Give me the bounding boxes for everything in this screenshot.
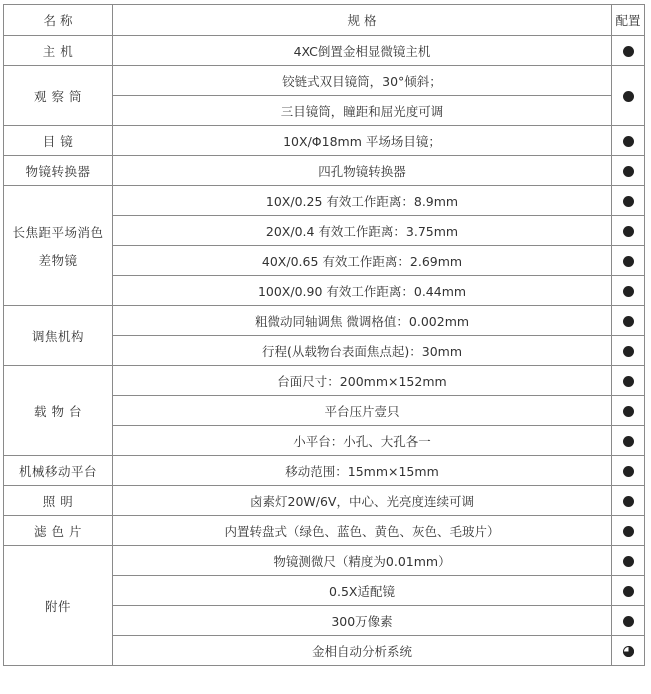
filled-circle-icon bbox=[623, 346, 634, 357]
filled-circle-icon bbox=[623, 316, 634, 327]
filled-circle-icon bbox=[623, 616, 634, 627]
table-row bbox=[4, 186, 645, 216]
row-spec: 小平台：小孔、大孔各一 bbox=[113, 426, 612, 456]
filled-circle-icon bbox=[623, 586, 634, 597]
config-cell bbox=[612, 576, 645, 606]
row-spec: 40X/0.65 有效工作距离：2.69mm bbox=[113, 246, 612, 276]
row-spec: 卤素灯20W/6V，中心、光亮度连续可调 bbox=[113, 486, 612, 516]
filled-circle-icon bbox=[623, 526, 634, 537]
row-name-eyepiece: 目 镜 bbox=[4, 126, 113, 156]
config-cell bbox=[612, 366, 645, 396]
table-row bbox=[4, 156, 645, 186]
table-row bbox=[4, 516, 645, 546]
header-spec: 规 格 bbox=[113, 5, 612, 36]
config-cell bbox=[612, 486, 645, 516]
row-name-objective bbox=[4, 186, 113, 306]
config-cell bbox=[612, 156, 645, 186]
row-spec: 粗微动同轴调焦 微调格值：0.002mm bbox=[113, 306, 612, 336]
config-cell bbox=[612, 216, 645, 246]
row-name-stage: 载 物 台 bbox=[4, 366, 113, 456]
row-spec: 10X/Φ18mm 平场场目镜； bbox=[113, 126, 612, 156]
table-row bbox=[4, 546, 645, 576]
filled-circle-icon bbox=[623, 256, 634, 267]
row-spec: 300万像素 bbox=[113, 606, 612, 636]
row-name-host: 主 机 bbox=[4, 36, 113, 66]
filled-circle-icon bbox=[623, 376, 634, 387]
filled-circle-icon bbox=[623, 91, 634, 102]
config-cell bbox=[612, 636, 645, 666]
row-name-mech-stage: 机械移动平台 bbox=[4, 456, 113, 486]
row-name-accessories: 附件 bbox=[4, 546, 113, 666]
filled-circle-icon bbox=[623, 406, 634, 417]
config-cell bbox=[612, 306, 645, 336]
config-cell bbox=[612, 336, 645, 366]
filled-circle-icon bbox=[623, 466, 634, 477]
filled-circle-icon bbox=[623, 496, 634, 507]
config-cell bbox=[612, 396, 645, 426]
row-spec: 行程(从载物台表面焦点起)：30mm bbox=[113, 336, 612, 366]
table-row bbox=[4, 126, 645, 156]
filled-circle-icon bbox=[623, 136, 634, 147]
row-spec: 物镜测微尺（精度为0.01mm） bbox=[113, 546, 612, 576]
row-name-tube: 观 察 筒 bbox=[4, 66, 113, 126]
filled-circle-icon bbox=[623, 556, 634, 567]
header-name: 名 称 bbox=[4, 5, 113, 36]
config-cell bbox=[612, 456, 645, 486]
row-spec: 四孔物镜转换器 bbox=[113, 156, 612, 186]
row-name-illumination: 照 明 bbox=[4, 486, 113, 516]
header-row bbox=[4, 5, 645, 36]
config-cell bbox=[612, 246, 645, 276]
row-spec: 4XC倒置金相显微镜主机 bbox=[113, 36, 612, 66]
row-name-filter: 滤 色 片 bbox=[4, 516, 113, 546]
row-spec: 台面尺寸：200mm×152mm bbox=[113, 366, 612, 396]
row-spec: 铰链式双目镜筒，30°倾斜； bbox=[113, 66, 612, 96]
row-spec: 移动范围：15mm×15mm bbox=[113, 456, 612, 486]
objective-name-line1: 长焦距平场消色 bbox=[12, 224, 104, 240]
row-spec: 0.5X适配镜 bbox=[113, 576, 612, 606]
objective-name-line2: 差物镜 bbox=[38, 252, 78, 268]
config-cell bbox=[612, 546, 645, 576]
config-cell bbox=[612, 36, 645, 66]
row-spec: 内置转盘式（绿色、蓝色、黄色、灰色、毛玻片） bbox=[113, 516, 612, 546]
config-cell bbox=[612, 606, 645, 636]
row-name-nosepiece: 物镜转换器 bbox=[4, 156, 113, 186]
table-row bbox=[4, 36, 645, 66]
row-spec: 10X/0.25 有效工作距离：8.9mm bbox=[113, 186, 612, 216]
spec-table bbox=[3, 4, 645, 666]
filled-circle-icon bbox=[623, 166, 634, 177]
filled-circle-icon bbox=[623, 226, 634, 237]
partial-circle-icon bbox=[623, 646, 634, 657]
config-cell bbox=[612, 516, 645, 546]
table-row bbox=[4, 486, 645, 516]
row-spec: 20X/0.4 有效工作距离：3.75mm bbox=[113, 216, 612, 246]
config-cell bbox=[612, 66, 645, 126]
config-cell bbox=[612, 426, 645, 456]
table-row bbox=[4, 366, 645, 396]
filled-circle-icon bbox=[623, 286, 634, 297]
row-spec: 100X/0.90 有效工作距离：0.44mm bbox=[113, 276, 612, 306]
row-name-focus: 调焦机构 bbox=[4, 306, 113, 366]
filled-circle-icon bbox=[623, 46, 634, 57]
filled-circle-icon bbox=[623, 436, 634, 447]
config-cell bbox=[612, 186, 645, 216]
row-spec: 三目镜筒，瞳距和屈光度可调 bbox=[113, 96, 612, 126]
filled-circle-icon bbox=[623, 196, 634, 207]
table-row bbox=[4, 456, 645, 486]
config-cell bbox=[612, 276, 645, 306]
config-cell bbox=[612, 126, 645, 156]
table-row bbox=[4, 66, 645, 96]
row-spec: 平台压片壹只 bbox=[113, 396, 612, 426]
header-config: 配置 bbox=[612, 5, 645, 36]
row-spec: 金相自动分析系统 bbox=[113, 636, 612, 666]
table-row bbox=[4, 306, 645, 336]
